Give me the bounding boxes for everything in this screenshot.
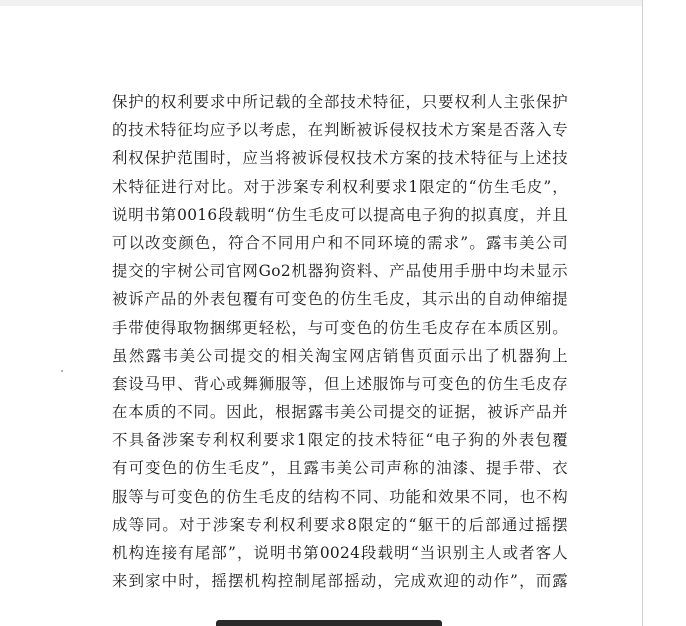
text-line: 成等同。对于涉案专利权利要求8限定的“躯干的后部通过摇摆 <box>112 515 568 534</box>
text-line: 虽然露韦美公司提交的相关淘宝网店销售页面示出了机器狗上 <box>112 346 568 365</box>
text-line: 的技术特征均应予以考虑，在判断被诉侵权技术方案是否落入专 <box>112 121 568 140</box>
text-line: 保护的权利要求中所记载的全部技术特征，只要权利人主张保护 <box>112 93 568 111</box>
text-line: 被诉产品的外表包覆有可变色的仿生毛皮，其示出的自动伸缩提 <box>112 290 568 309</box>
text-line: 利权保护范围时，应当将被诉侵权技术方案的技术特征与上述技 <box>112 149 568 168</box>
text-line: 机构连接有尾部”，说明书第0024段载明“当识别主人或者客人 <box>112 544 568 562</box>
text-line: 套设马甲、背心或舞狮服等，但上述服饰与可变色的仿生毛皮存 <box>112 374 568 393</box>
text-line: 不具备涉案专利权利要求1限定的技术特征“电子狗的外表包覆 <box>112 431 568 450</box>
text-line: 术特征进行对比。对于涉案专利权利要求1限定的“仿生毛皮”， <box>112 177 568 196</box>
text-line: 有可变色的仿生毛皮”，且露韦美公司声称的油漆、提手带、衣 <box>112 459 568 478</box>
text-line: 手带使得取物捆绑更轻松，与可变色的仿生毛皮存在本质区别。 <box>112 318 568 337</box>
scan-speck <box>61 370 63 372</box>
text-line: 可以改变颜色，符合不同用户和不同环境的需求”。露韦美公司 <box>112 233 568 252</box>
text-line: 说明书第0016段载明“仿生毛皮可以提高电子狗的拟真度，并且 <box>112 205 568 224</box>
text-line: 提交的宇树公司官网Go2机器狗资料、产品使用手册中均未显示 <box>112 262 568 281</box>
text-line: 服等与可变色的仿生毛皮的结构不同、功能和效果不同，也不构 <box>112 487 568 506</box>
text-line: 在本质的不同。因此，根据露韦美公司提交的证据，被诉产品并 <box>112 403 568 422</box>
page-right-edge <box>642 0 643 626</box>
text-line: 来到家中时，摇摆机构控制尾部摇动，完成欢迎的动作”，而露 <box>112 572 568 591</box>
home-indicator-bar[interactable] <box>216 620 442 626</box>
document-body <box>112 88 568 595</box>
